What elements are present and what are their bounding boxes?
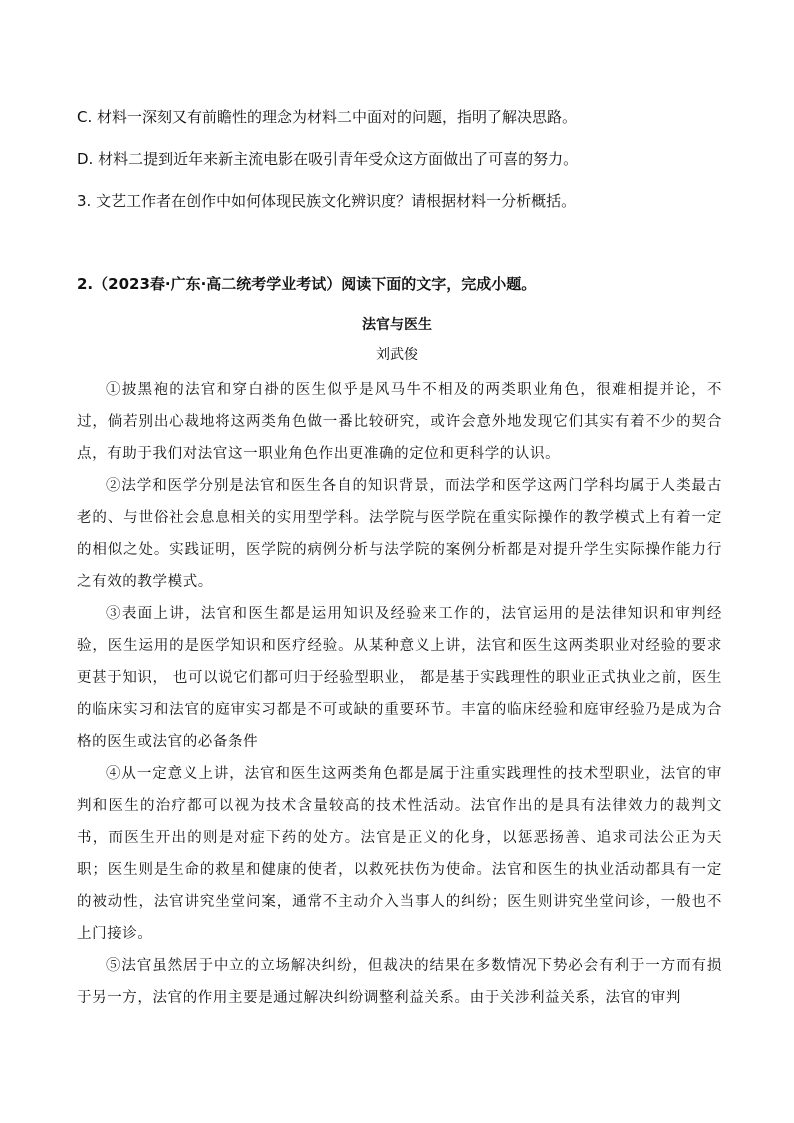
section-heading: 2.（2023春·广东·高二统考学业考试）阅读下面的文字，完成小题。 [77, 275, 537, 293]
question-3-text: 3. 文艺工作者在创作中如何体现民族文化辨识度？请根据材料一分析概括。 [77, 192, 577, 210]
paragraph-3: ③表面上讲，法官和医生都是运用知识及经验来工作的，法官运用的是法律知识和审判经验，医生运用的是医学知识和医疗经验。从某种意义上讲，法官和医生这两类职业对经验的要求更甚于知识， 也可以说它们都可归于经验型职业， 都是基于实践理性的职业正式执业之前，医生的临床实习和法官的庭审实习都是不可或缺的重要环节。丰富的临床经验和庭审经验乃是成为合格的医生或法官的必备条件 [77, 606, 722, 750]
article-body [77, 374, 722, 1014]
paragraph-1: ①披黑袍的法官和穿白褂的医生似乎是风马牛不相及的两类职业角色，很难相提并论，不过，倘若别出心裁地将这两类角色做一番比较研究，或许会意外地发现它们其实有着不少的契合点，有助于我们对法官这一职业角色作出更准确的定位和更科学的认识。 [77, 382, 722, 462]
paragraph-2: ②法学和医学分别是法官和医生各自的知识背景，而法学和医学这两门学科均属于人类最古老的、与世俗社会息息相关的实用型学科。法学院与医学院在重实际操作的教学模式上有着一定的相似之处。实践证明，医学院的病例分析与法学院的案例分析都是对提升学生实际操作能力行之有效的教学模式。 [77, 478, 722, 590]
option-c-text: C. 材料一深刻又有前瞻性的理念为材料二中面对的问题，指明了解决思路。 [77, 108, 578, 126]
article-title: 法官与医生 [362, 317, 432, 333]
paragraph-4: ④从一定意义上讲，法官和医生这两类角色都是属于注重实践理性的技术型职业，法官的审判和医生的治疗都可以视为技术含量较高的技术性活动。法官作出的是具有法律效力的裁判文书，而医生开出的则是对症下药的处方。法官是正义的化身，以惩恶扬善、追求司法公正为天职；医生则是生命的救星和健康的使者，以救死扶伤为使命。法官和医生的执业活动都具有一定的被动性，法官讲究坐堂问案，通常不主动介入当事人的纠纷；医生则讲究坐堂问诊，一般也不上门接诊。 [77, 766, 722, 942]
article-author: 刘武俊 [376, 347, 418, 363]
paragraph-5: ⑤法官虽然居于中立的立场解决纠纷，但裁决的结果在多数情况下势必会有利于一方而有损于另一方，法官的作用主要是通过解决纠纷调整利益关系。由于关涉利益关系，法官的审判 [77, 958, 722, 1006]
option-d-text: D. 材料二提到近年来新主流电影在吸引青年受众这方面做出了可喜的努力。 [77, 150, 579, 168]
